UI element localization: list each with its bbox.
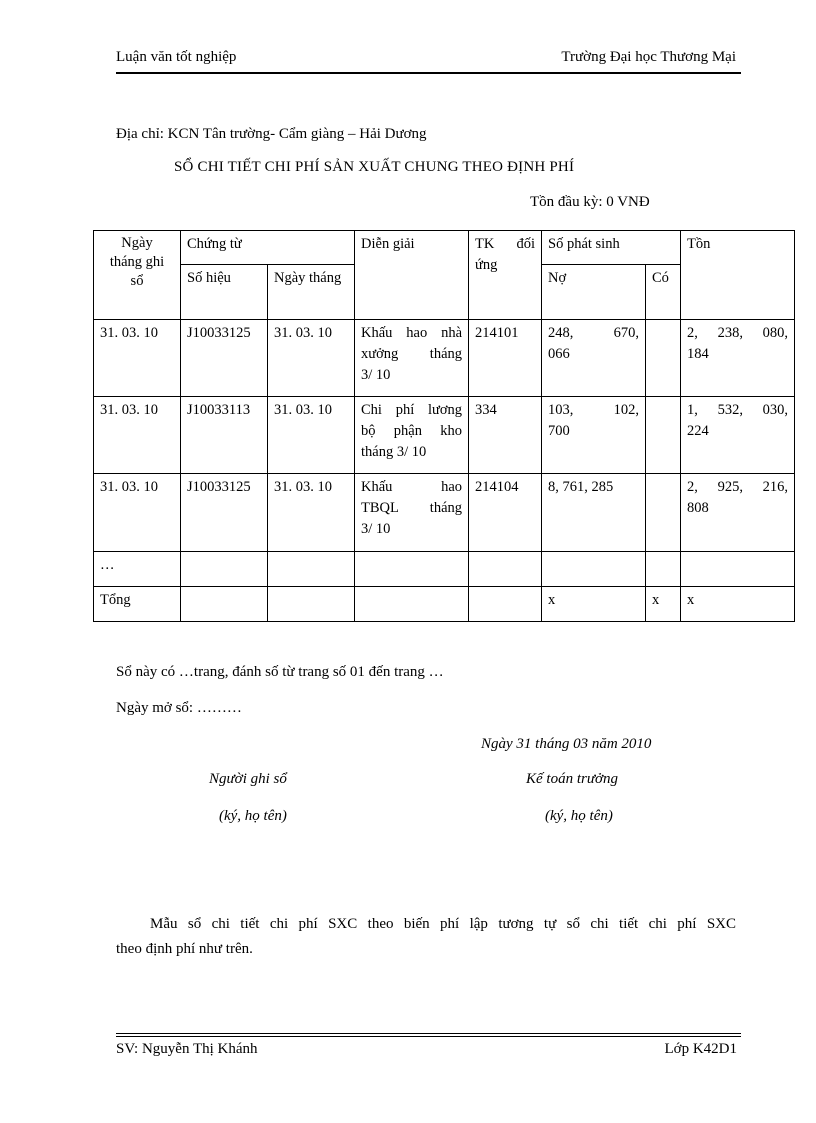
document-title: SỔ CHI TIẾT CHI PHÍ SẢN XUẤT CHUNG THEO ĐỊNH PHÍ bbox=[174, 159, 575, 175]
header-account bbox=[469, 231, 542, 320]
signature-date: Ngày 31 tháng 03 năm 2010 bbox=[481, 736, 652, 752]
cell-empty bbox=[646, 552, 681, 587]
header-balance: Tồn bbox=[681, 231, 795, 320]
desc-line: xưởng tháng bbox=[361, 346, 463, 362]
header-date-line: tháng ghi bbox=[109, 254, 165, 270]
table-row bbox=[94, 397, 795, 474]
desc-line: tháng 3/ 10 bbox=[361, 444, 427, 460]
note-opened-date: Ngày mở sổ: ……… bbox=[116, 700, 242, 716]
cell-empty bbox=[469, 552, 542, 587]
desc-line: Khấu hao nhà bbox=[361, 325, 463, 341]
cell-balance bbox=[681, 474, 795, 552]
cell-balance bbox=[681, 320, 795, 397]
signer-left-sub: (ký, họ tên) bbox=[219, 808, 287, 824]
header-date-line: sổ bbox=[130, 273, 144, 289]
desc-line: Khấu hao bbox=[361, 479, 463, 495]
cell-credit bbox=[646, 397, 681, 474]
cell-credit bbox=[646, 320, 681, 397]
header-date bbox=[94, 231, 181, 320]
cell-empty bbox=[181, 552, 268, 587]
balance-line: 224 bbox=[687, 423, 709, 439]
cell-empty bbox=[542, 552, 646, 587]
cell-empty bbox=[181, 587, 268, 622]
debit-line: 248, 670, bbox=[548, 325, 640, 341]
header-rule bbox=[116, 72, 741, 74]
desc-line: TBQL tháng bbox=[361, 500, 463, 516]
header-account-line bbox=[475, 234, 535, 255]
cell-voucher-date: 31. 03. 10 bbox=[268, 397, 355, 474]
balance-line: 2, 925, 216, bbox=[687, 479, 789, 495]
signer-right-sub: (ký, họ tên) bbox=[545, 808, 613, 824]
cell-voucher-date: 31. 03. 10 bbox=[268, 474, 355, 552]
header-voucher: Chứng từ bbox=[181, 231, 355, 265]
header-voucher-date: Ngày tháng bbox=[268, 265, 355, 320]
opening-balance: Tồn đầu kỳ: 0 VNĐ bbox=[530, 194, 650, 210]
footer-rule bbox=[116, 1033, 741, 1034]
table-header-row bbox=[94, 231, 795, 265]
cell-credit bbox=[646, 474, 681, 552]
cell-empty bbox=[469, 587, 542, 622]
header-amount: Số phát sinh bbox=[542, 231, 681, 265]
cell-date: 31. 03. 10 bbox=[94, 474, 181, 552]
desc-line: bộ phận kho bbox=[361, 423, 463, 439]
footer-left: SV: Nguyễn Thị Khánh bbox=[116, 1041, 258, 1057]
desc-line: 3/ 10 bbox=[361, 521, 391, 537]
cell-description bbox=[355, 320, 469, 397]
balance-line: 2, 238, 080, bbox=[687, 325, 789, 341]
cell-balance bbox=[681, 397, 795, 474]
debit-line: 066 bbox=[548, 346, 570, 362]
desc-line: Chi phí lương bbox=[361, 402, 463, 418]
table-row bbox=[94, 474, 795, 552]
cell-voucher-no: J10033113 bbox=[181, 397, 268, 474]
cell-date: 31. 03. 10 bbox=[94, 397, 181, 474]
balance-line: 1, 532, 030, bbox=[687, 402, 789, 418]
paragraph-line: Mẫu sổ chi tiết chi phí SXC theo biến phí lập tương tự sổ chi tiết chi phí SXC bbox=[150, 916, 736, 932]
cell-debit bbox=[542, 397, 646, 474]
header-date-line: Ngày bbox=[121, 235, 153, 251]
cell-voucher-no: J10033125 bbox=[181, 474, 268, 552]
cell-empty bbox=[681, 552, 795, 587]
table-row bbox=[94, 320, 795, 397]
cell-account: 214101 bbox=[469, 320, 542, 397]
signer-right-title: Kế toán trưởng bbox=[526, 771, 619, 787]
paragraph-line: theo định phí như trên. bbox=[116, 941, 253, 957]
header-left: Luận văn tốt nghiệp bbox=[116, 49, 237, 65]
header-description: Diễn giải bbox=[355, 231, 469, 320]
ledger-table bbox=[93, 230, 795, 622]
total-row bbox=[94, 587, 795, 622]
header-right: Trường Đại học Thương Mại bbox=[561, 49, 736, 65]
cell-empty bbox=[355, 587, 469, 622]
cell-date: 31. 03. 10 bbox=[94, 320, 181, 397]
balance-line: 184 bbox=[687, 346, 709, 362]
desc-line: 3/ 10 bbox=[361, 367, 391, 383]
signer-left-title: Người ghi sổ bbox=[209, 771, 287, 787]
header-account-doi: đối bbox=[516, 236, 536, 252]
header-account-ung: ứng bbox=[475, 257, 498, 273]
cell-account: 334 bbox=[469, 397, 542, 474]
cell-debit bbox=[542, 474, 646, 552]
cell-total-debit: x bbox=[542, 587, 646, 622]
balance-line: 808 bbox=[687, 500, 709, 516]
cell-total-credit: x bbox=[646, 587, 681, 622]
ellipsis-row bbox=[94, 552, 795, 587]
cell-description bbox=[355, 397, 469, 474]
header-credit: Có bbox=[646, 265, 681, 320]
debit-line: 8, 761, 285 bbox=[548, 479, 614, 495]
cell-total-balance: x bbox=[681, 587, 795, 622]
header-account-tk: TK bbox=[475, 236, 495, 252]
cell-empty bbox=[268, 587, 355, 622]
cell-ellipsis: … bbox=[94, 552, 181, 587]
footer-right: Lớp K42D1 bbox=[664, 1041, 737, 1057]
cell-voucher-no: J10033125 bbox=[181, 320, 268, 397]
cell-total-label: Tổng bbox=[94, 587, 181, 622]
cell-voucher-date: 31. 03. 10 bbox=[268, 320, 355, 397]
cell-empty bbox=[355, 552, 469, 587]
header-voucher-no: Số hiệu bbox=[181, 265, 268, 320]
debit-line: 700 bbox=[548, 423, 570, 439]
cell-account: 214104 bbox=[469, 474, 542, 552]
cell-debit bbox=[542, 320, 646, 397]
footer-rule bbox=[116, 1036, 741, 1037]
cell-empty bbox=[268, 552, 355, 587]
company-address: Địa chỉ: KCN Tân trường- Cẩm giàng – Hải Dương bbox=[116, 126, 427, 142]
header-debit: Nợ bbox=[542, 265, 646, 320]
cell-description bbox=[355, 474, 469, 552]
debit-line: 103, 102, bbox=[548, 402, 640, 418]
note-pages: Sổ này có …trang, đánh số từ trang số 01 đến trang … bbox=[116, 664, 444, 680]
